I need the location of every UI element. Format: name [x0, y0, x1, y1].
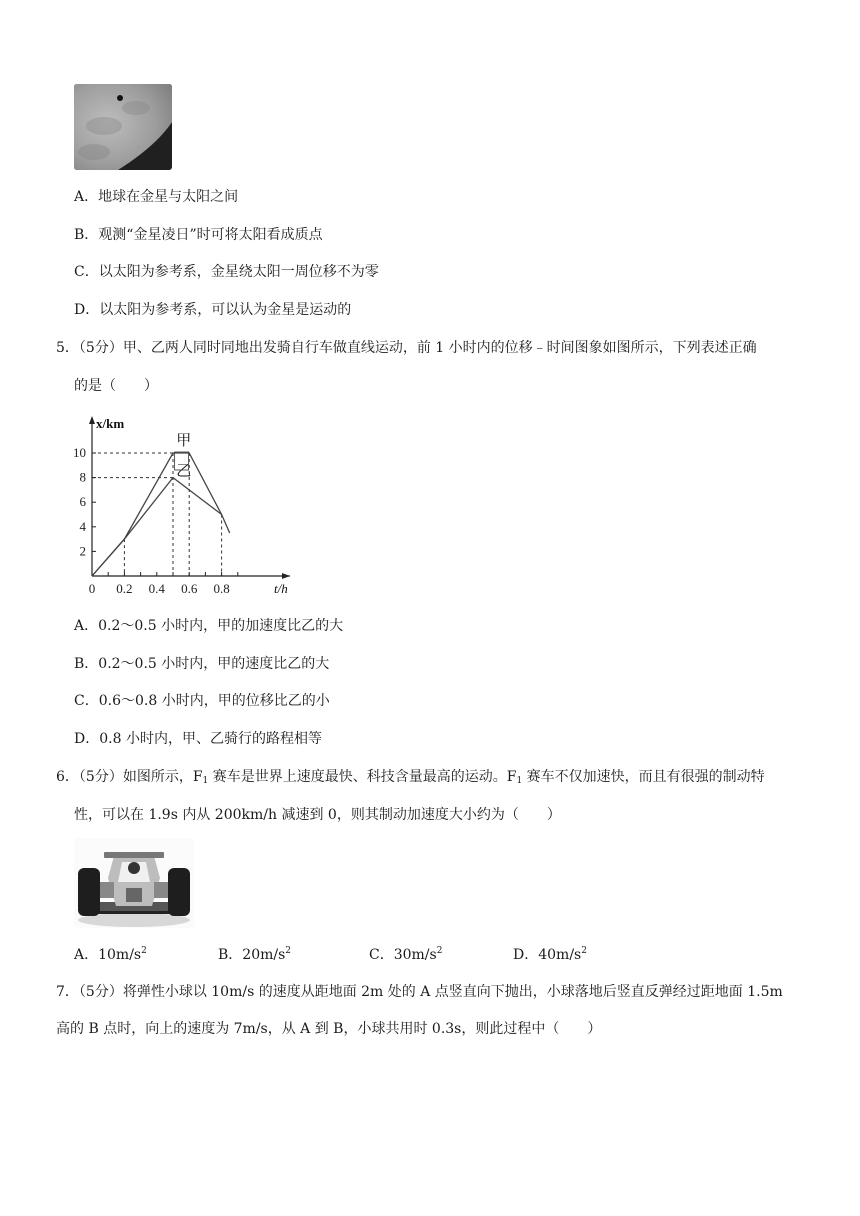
- q6-option-b-text: B．20m/s: [218, 947, 286, 963]
- q6-stem-sub2: 1: [516, 776, 523, 786]
- q5-stem-line2: 的是（ ）: [74, 378, 158, 394]
- q7-stem-line1: 7．（5分）将弹性小球以 10m/s 的速度从距地面 2m 处的 A 点竖直向下抛出，小球落地后竖直反弹经过距地面 1.5m: [56, 984, 783, 1000]
- q6-option-a-exp: 2: [141, 946, 147, 956]
- q6-stem-line1: [56, 767, 765, 791]
- q4-option-a: A．地球在金星与太阳之间: [74, 189, 239, 205]
- q5-option-a: A．0.2～0.5 小时内，甲的加速度比乙的大: [74, 618, 344, 634]
- x-tick-label: 0.6: [181, 581, 198, 596]
- y-tick-label: 6: [79, 494, 86, 510]
- q6-option-a-text: A．10m/s: [74, 947, 142, 963]
- q6-stem-sub1: 1: [202, 776, 209, 786]
- y-tick-label: 4: [79, 518, 86, 534]
- series-yi-line: [92, 478, 230, 576]
- q6-option-b: [218, 944, 291, 964]
- f1-car-photo: [74, 838, 194, 928]
- series-jia-line: [92, 453, 222, 576]
- q6-option-d-exp: 2: [581, 946, 587, 956]
- q6-stem-part-a: 6．（5分）如图所示，F: [56, 769, 203, 785]
- x-axis-arrow: [282, 573, 290, 579]
- q6-option-d-text: D．40m/s: [513, 947, 582, 963]
- q6-option-c: [369, 944, 442, 964]
- series-label-jia: 甲: [176, 433, 192, 449]
- y-tick-label: 10: [73, 445, 86, 460]
- venus-transit-photo: [74, 84, 172, 170]
- q6-option-d: [513, 944, 587, 964]
- x-axis-label: t/h: [274, 581, 288, 596]
- q5-option-c: C．0.6～0.8 小时内，甲的位移比乙的小: [74, 693, 330, 709]
- q5-option-b: B．0.2～0.5 小时内，甲的速度比乙的大: [74, 656, 330, 672]
- q5-option-d: D．0.8 小时内，甲、乙骑行的路程相等: [74, 731, 322, 747]
- y-axis-arrow: [89, 416, 95, 424]
- series-label-yi: 乙: [176, 463, 192, 480]
- x-tick-label: 0.4: [148, 581, 165, 596]
- q6-stem-part-c: 赛车不仅加速快，而且有很强的制动特: [522, 769, 765, 785]
- q4-option-d: D．以太阳为参考系，可以认为金星是运动的: [74, 302, 352, 318]
- y-tick-label: 2: [79, 543, 86, 559]
- q6-option-a: [74, 944, 147, 964]
- q5-stem-line1: 5．（5分）甲、乙两人同时同地出发骑自行车做直线运动，前 1 小时内的位移﹣时间图象如图所示，下列表述正确: [56, 340, 757, 356]
- x-tick-label: 0.8: [213, 581, 230, 596]
- q6-stem-line2: 性，可以在 1.9s 内从 200km/h 减速到 0，则其制动加速度大小约为（ ）: [74, 807, 561, 823]
- q4-option-c: C．以太阳为参考系，金星绕太阳一周位移不为零: [74, 264, 379, 280]
- q4-option-b: B．观测“金星凌日”时可将太阳看成质点: [74, 227, 323, 243]
- q6-stem-part-b: 赛车是世界上速度最快、科技含量最高的运动。F: [208, 769, 517, 785]
- q6-option-c-exp: 2: [436, 946, 443, 956]
- q7-stem-line2: 高的 B 点时，向上的速度为 7m/s，从 A 到 B，小球共用时 0.3s，则此过程中（ ）: [56, 1021, 602, 1037]
- position-time-chart: [70, 412, 310, 598]
- x-tick-label: 0.2: [116, 581, 133, 596]
- q6-option-b-exp: 2: [285, 946, 292, 956]
- y-axis-label: x/km: [96, 416, 125, 431]
- q6-option-c-text: C．30m/s: [369, 947, 437, 963]
- x-tick-label: 0: [88, 581, 96, 596]
- y-tick-label: 8: [79, 469, 86, 485]
